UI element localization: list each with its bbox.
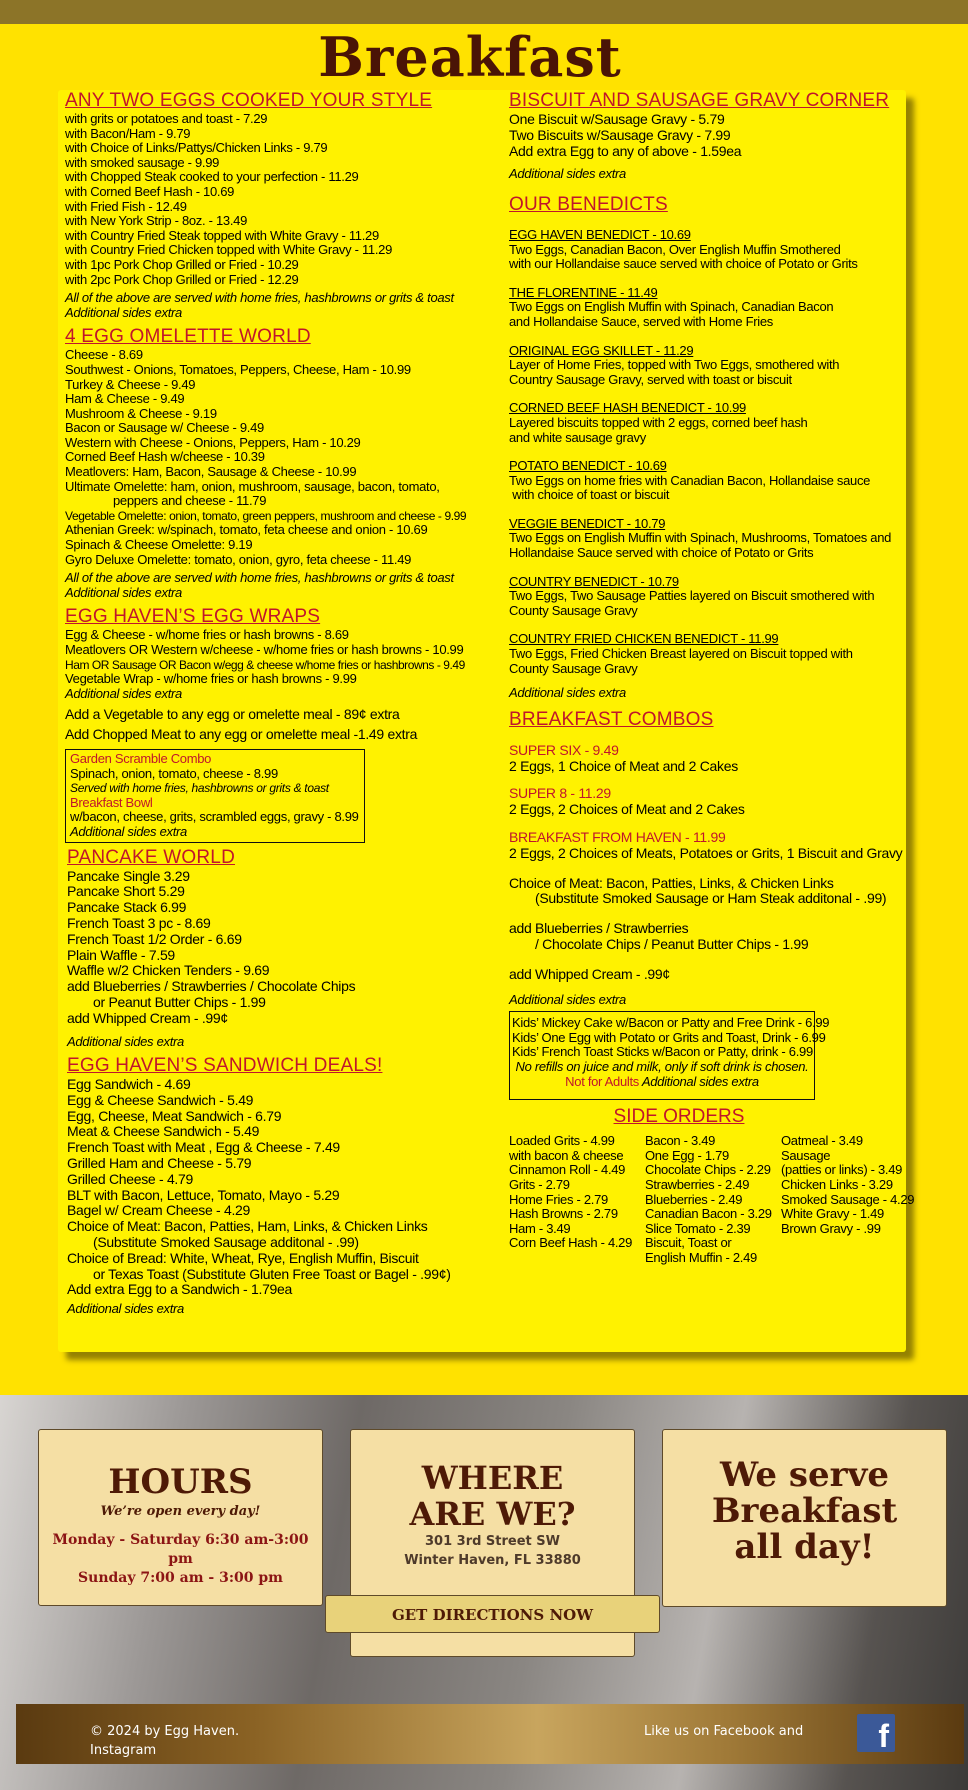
side-col-3 (781, 1133, 915, 1265)
benedict-desc: Hollandaise Sauce served with choice of Potato or Grits (509, 545, 814, 561)
location-title-1: WHERE (421, 1459, 564, 1497)
list-item: Served with home fries, hashbrowns or grits & toast (70, 781, 329, 796)
combo-name: SUPER SIX - 9.49 (509, 741, 619, 758)
biscuit-note: Additional sides extra (509, 166, 626, 182)
list-item: French Toast 3 pc - 8.69 (67, 914, 211, 931)
list-item: Canadian Bacon - 3.29 (645, 1206, 772, 1222)
list-item: with Country Fried Chicken topped with White Gravy - 11.29 (65, 242, 393, 258)
list-item: (patties or links) - 3.49 (781, 1162, 903, 1178)
kids-item: Kids’ Mickey Cake w/Bacon or Patty and Free Drink - 6.99 (512, 1015, 830, 1031)
benedict-desc: and white sausage gravy (509, 429, 646, 445)
addon-vegetable: Add a Vegetable to any egg or omelette meal - 89¢ extra (65, 706, 400, 723)
benedicts-title: OUR BENEDICTS (509, 193, 668, 215)
biscuit-title: BISCUIT AND SAUSAGE GRAVY CORNER (509, 90, 890, 111)
eggs-note: All of the above are served with home fries, hashbrowns or grits & toast (65, 290, 454, 306)
eggs-title: ANY TWO EGGS COOKED YOUR STYLE (65, 90, 433, 111)
benedict-desc: Two Eggs on English Muffin with Spinach, Mushrooms, Tomatoes and (509, 530, 892, 546)
side-col-2 (645, 1134, 781, 1265)
list-item: Waffle w/2 Chicken Tenders - 9.69 (67, 962, 270, 979)
hours-weekday: Monday - Saturday 6:30 am-3:00 pm (52, 1532, 309, 1567)
combo-meat: Choice of Meat: Bacon, Patties, Links, & Chicken Links (509, 874, 834, 891)
list-item: with Chopped Steak cooked to your perfection - 11.29 (65, 169, 359, 185)
benedict-name: EGG HAVEN BENEDICT - 10.69 (509, 226, 691, 242)
address-street: 301 3rd Street SW (424, 1534, 560, 1549)
benedict-item (509, 344, 904, 388)
list-item: Grilled Ham and Cheese - 5.79 (67, 1155, 252, 1172)
list-item: with smoked sausage - 9.99 (65, 154, 220, 170)
list-item: with Fried Fish - 12.49 (65, 198, 187, 214)
list-item: Grilled Cheese - 4.79 (67, 1170, 193, 1187)
benedict-name: VEGGIE BENEDICT - 10.79 (509, 515, 666, 531)
combo-name: SUPER 8 - 11.29 (509, 785, 611, 802)
list-item: Egg & Cheese Sandwich - 5.49 (67, 1091, 254, 1108)
list-item: Add extra Egg to any of above - 1.59ea (509, 142, 742, 159)
list-item: Sausage (781, 1147, 831, 1163)
eggs-sides-note: Additional sides extra (65, 304, 182, 320)
list-item: One Biscuit w/Sausage Gravy - 5.79 (509, 111, 725, 127)
side-orders-list (509, 1133, 915, 1265)
benedict-desc: Layer of Home Fries, topped with Two Eggs, smothered with (509, 357, 840, 373)
omelette-sides-note: Additional sides extra (65, 584, 182, 600)
list-item: Meat & Cheese Sandwich - 5.49 (67, 1123, 260, 1140)
list-item: Choice of Bread: White, Wheat, Rye, English Muffin, Biscuit (67, 1249, 419, 1266)
all-day-line-1: We serve (720, 1455, 889, 1495)
list-item: Oatmeal - 3.49 (781, 1133, 863, 1149)
list-item: Vegetable Omelette: onion, tomato, green peppers, mushroom and cheese - 9.99 (65, 508, 467, 523)
pancake-note: Additional sides extra (67, 1033, 184, 1049)
list-item: One Egg - 1.79 (645, 1147, 729, 1163)
list-item: Home Fries - 2.79 (509, 1191, 608, 1207)
list-item: Smoked Sausage - 4.29 (781, 1191, 915, 1207)
page-title: Breakfast (318, 25, 622, 89)
menu-panel (58, 90, 915, 1352)
list-item: with Country Fried Steak topped with White Gravy - 11.29 (65, 227, 379, 243)
list-item: Ham & Cheese - 9.49 (65, 391, 185, 407)
benedict-item (509, 286, 904, 330)
kids-item: Kids’ French Toast Sticks w/Bacon or Patty, drink - 6.99 (512, 1044, 813, 1060)
hours-title: HOURS (108, 1462, 253, 1502)
list-item: Spinach & Cheese Omelette: 9.19 (65, 537, 253, 553)
benedict-name: ORIGINAL EGG SKILLET - 11.29 (509, 342, 694, 358)
list-item: Meatlovers OR Western w/cheese - w/home fries or hash browns - 10.99 (65, 642, 464, 657)
list-item: with 2pc Pork Chop Grilled or Fried - 12.29 (65, 271, 299, 287)
list-item: Strawberries - 2.49 (645, 1176, 750, 1192)
list-item: Spinach, onion, tomato, cheese - 8.99 (70, 765, 278, 781)
list-item: add Blueberries / Strawberries / Chocolate Chips (67, 978, 356, 995)
list-item: Choice of Meat: Bacon, Patties, Ham, Links, & Chicken Links (67, 1218, 428, 1235)
list-item: Southwest - Onions, Tomatoes, Peppers, Cheese, Ham - 10.99 (65, 361, 411, 377)
list-item: Slice Tomato - 2.39 (645, 1220, 751, 1236)
eggs-list (65, 112, 505, 287)
benedict-desc: Layered biscuits topped with 2 eggs, corned beef hash (509, 414, 808, 430)
list-item: White Gravy - 1.49 (781, 1206, 884, 1222)
addon-meat: Add Chopped Meat to any egg or omelette meal -1.49 extra (65, 726, 418, 743)
hours-card (38, 1429, 323, 1606)
combo-whipped: add Whipped Cream - .99¢ (509, 965, 670, 982)
wraps-note: Additional sides extra (65, 685, 182, 701)
list-item: Egg Sandwich - 4.69 (67, 1076, 191, 1093)
kids-item: Kids’ One Egg with Potato or Grits and Toast, Drink - 6.99 (512, 1029, 826, 1045)
list-item: Bacon - 3.49 (645, 1133, 716, 1149)
side-col-1 (509, 1134, 645, 1265)
list-item: Blueberries - 2.49 (645, 1191, 743, 1207)
benedict-desc: Country Sausage Gravy, served with toast or biscuit (509, 371, 792, 387)
list-item: Brown Gravy - .99 (781, 1220, 881, 1236)
benedict-desc: with our Hollandaise sauce served with choice of Potato or Grits (509, 256, 858, 272)
list-item: Loaded Grits - 4.99 (509, 1133, 615, 1149)
list-item: Pancake Short 5.29 (67, 883, 185, 900)
benedict-item (509, 632, 904, 676)
list-item: Plain Waffle - 7.59 (67, 946, 175, 963)
combo-meat-cont: (Substitute Smoked Sausage or Ham Steak additonal - .99) (535, 890, 887, 907)
list-item: w/bacon, cheese, grits, scrambled eggs, gravy - 8.99 (70, 809, 359, 825)
benedict-desc: with choice of toast or biscuit (509, 487, 670, 503)
list-item: Pancake Single 3.29 (67, 867, 190, 884)
get-directions-button[interactable]: GET DIRECTIONS NOW (325, 1595, 660, 1633)
list-item: Chicken Links - 3.29 (781, 1176, 893, 1192)
facebook-icon[interactable]: f (857, 1714, 895, 1752)
hours-sunday: Sunday 7:00 am - 3:00 pm (78, 1570, 283, 1586)
list-item: Ham OR Sausage OR Bacon w/egg & cheese w/home fries or hashbrowns - 9.49 (65, 657, 465, 672)
list-item: or Texas Toast (Substitute Gluten Free Toast or Bagel - .99¢) (93, 1265, 451, 1282)
benedict-name: COUNTRY BENEDICT - 10.79 (509, 573, 679, 589)
list-item: or Peanut Butter Chips - 1.99 (93, 993, 266, 1010)
list-item: Ham - 3.49 (509, 1220, 571, 1236)
combo-berries: add Blueberries / Strawberries (509, 920, 689, 937)
all-day-card (662, 1429, 947, 1607)
omelette-list (65, 348, 505, 567)
list-item: Mushroom & Cheese - 9.19 (65, 405, 217, 421)
benedict-item (509, 228, 904, 272)
list-item: English Muffin - 2.49 (645, 1249, 757, 1265)
combo-desc: 2 Eggs, 2 Choices of Meat and 2 Cakes (509, 801, 745, 818)
list-item: Two Biscuits w/Sausage Gravy - 7.99 (509, 126, 731, 143)
list-item: Corn Beef Hash - 4.29 (509, 1235, 633, 1251)
kids-refill-note: No refills on juice and milk, only if soft drink is chosen. (515, 1058, 809, 1074)
list-item: Bagel w/ Cream Cheese - 4.29 (67, 1202, 251, 1219)
list-item: Egg, Cheese, Meat Sandwich - 6.79 (67, 1107, 282, 1124)
right-column (509, 90, 915, 1266)
list-item: French Toast with Meat , Egg & Cheese - 7.49 (67, 1139, 340, 1156)
list-item: Meatlovers: Ham, Bacon, Sausage & Cheese - 10.99 (65, 464, 357, 480)
top-bar (0, 0, 968, 24)
benedicts-note: Additional sides extra (509, 685, 626, 701)
list-item: Egg & Cheese - w/home fries or hash browns - 8.69 (65, 627, 349, 643)
benedict-desc: County Sausage Gravy (509, 660, 638, 676)
combos-title: BREAKFAST COMBOS (509, 708, 714, 730)
list-item: with Choice of Links/Pattys/Chicken Links - 9.79 (65, 140, 328, 156)
all-day-line-3: all day! (734, 1527, 875, 1567)
list-item: with grits or potatoes and toast - 7.29 (65, 111, 268, 126)
list-item: Cinnamon Roll - 4.49 (509, 1162, 626, 1178)
benedict-desc: Two Eggs, Two Sausage Patties layered on Biscuit smothered with (509, 588, 875, 604)
benedict-desc: Two Eggs on home fries with Canadian Bacon, Hollandaise sauce (509, 472, 871, 488)
wraps-title: EGG HAVEN’S EGG WRAPS (65, 606, 321, 628)
benedict-desc: and Hollandaise Sauce, served with Home Fries (509, 313, 773, 329)
list-item: Corned Beef Hash w/cheese - 10.39 (65, 449, 265, 465)
benedict-desc: Two Eggs, Canadian Bacon, Over English Muffin Smothered (509, 241, 841, 257)
list-item: Bacon or Sausage w/ Cheese - 9.49 (65, 420, 264, 436)
benedict-item (509, 459, 904, 503)
combo-desc: 2 Eggs, 2 Choices of Meats, Potatoes or Grits, 1 Biscuit and Gravy (509, 844, 903, 861)
benedict-desc: Two Eggs, Fried Chicken Breast layered on Biscuit topped with (509, 646, 853, 662)
omelette-title: 4 EGG OMELETTE WORLD (65, 326, 311, 348)
list-item: with Corned Beef Hash - 10.69 (65, 183, 235, 199)
benedict-name: COUNTRY FRIED CHICKEN BENEDICT - 11.99 (509, 631, 779, 647)
sandwich-title: EGG HAVEN’S SANDWICH DEALS! (67, 1055, 383, 1077)
list-item: peppers and cheese - 11.79 (113, 493, 267, 509)
social-text: Like us on Facebook and (644, 1724, 804, 1739)
left-column (65, 90, 505, 1317)
list-item: with bacon & cheese (509, 1147, 624, 1163)
breakfast-bowl-title: Breakfast Bowl (70, 794, 153, 810)
combo-name: BREAKFAST FROM HAVEN - 11.99 (509, 829, 726, 846)
list-item: Turkey & Cheese - 9.49 (65, 376, 196, 392)
pancake-title: PANCAKE WORLD (67, 846, 235, 868)
hours-subtitle: We’re open every day! (100, 1504, 261, 1519)
list-item: Add extra Egg to a Sandwich - 1.79ea (67, 1281, 293, 1298)
kids-sides-note: Additional sides extra (639, 1073, 759, 1089)
list-item: with New York Strip - 8oz. - 13.49 (65, 213, 248, 229)
list-item: Athenian Greek: w/spinach, tomato, feta cheese and onion - 10.69 (65, 522, 428, 538)
location-title-2: ARE WE? (409, 1495, 576, 1533)
list-item: Grits - 2.79 (509, 1176, 570, 1192)
list-item: add Whipped Cream - .99¢ (67, 1009, 228, 1026)
list-item: (Substitute Smoked Sausage additonal - .99) (93, 1234, 359, 1251)
pancake-section (65, 847, 505, 1317)
not-for-adults: Not for Adults (565, 1073, 640, 1089)
list-item: Biscuit, Toast or (645, 1235, 732, 1251)
combos-note: Additional sides extra (509, 991, 626, 1007)
list-item: Gyro Deluxe Omelette: tomato, onion, gyro, feta cheese - 11.49 (65, 551, 412, 567)
combo-box (65, 749, 365, 843)
combo-sides-note: Additional sides extra (70, 823, 187, 839)
list-item: BLT with Bacon, Lettuce, Tomato, Mayo - 5.29 (67, 1186, 340, 1203)
list-item: Ultimate Omelette: ham, onion, mushroom, sausage, bacon, tomato, (65, 478, 440, 494)
benedict-item (509, 517, 904, 561)
copyright-text: © 2024 by Egg Haven. (90, 1724, 240, 1739)
list-item: Cheese - 8.69 (65, 347, 143, 363)
benedict-desc: County Sausage Gravy (509, 602, 638, 618)
garden-combo-title: Garden Scramble Combo (70, 750, 212, 766)
combo-berries-cont: / Chocolate Chips / Peanut Butter Chips - 1.99 (535, 936, 809, 952)
list-item: with 1pc Pork Chop Grilled or Fried - 10.29 (65, 256, 299, 272)
list-item: Western with Cheese - Onions, Peppers, Ham - 10.29 (65, 434, 361, 450)
list-item: French Toast 1/2 Order - 6.69 (67, 930, 242, 947)
list-item: with Bacon/Ham - 9.79 (65, 125, 191, 141)
benedict-item (509, 401, 904, 445)
all-day-line-2: Breakfast (711, 1491, 898, 1531)
wraps-list (65, 628, 505, 686)
benedict-desc: Two Eggs on English Muffin with Spinach, Canadian Bacon (509, 299, 834, 315)
benedict-name: POTATO BENEDICT - 10.69 (509, 458, 667, 474)
kids-box (509, 1011, 830, 1100)
sandwich-note: Additional sides extra (67, 1301, 184, 1317)
address-city: Winter Haven, FL 33880 (404, 1553, 581, 1568)
benedict-name: CORNED BEEF HASH BENEDICT - 10.99 (509, 400, 746, 416)
list-item: Chocolate Chips - 2.29 (645, 1162, 771, 1178)
list-item: Pancake Stack 6.99 (67, 899, 187, 916)
instagram-link[interactable]: Instagram (90, 1743, 157, 1758)
list-item: Vegetable Wrap - w/home fries or hash browns - 9.99 (65, 671, 357, 687)
benedict-name: THE FLORENTINE - 11.49 (509, 284, 658, 300)
list-item: Hash Browns - 2.79 (509, 1206, 618, 1222)
combo-desc: 2 Eggs, 1 Choice of Meat and 2 Cakes (509, 757, 738, 774)
omelette-note: All of the above are served with home fries, hashbrowns or grits & toast (65, 570, 454, 586)
benedict-item (509, 575, 904, 619)
kids-adult-note (512, 1075, 812, 1090)
side-orders-title: SIDE ORDERS (613, 1106, 745, 1128)
